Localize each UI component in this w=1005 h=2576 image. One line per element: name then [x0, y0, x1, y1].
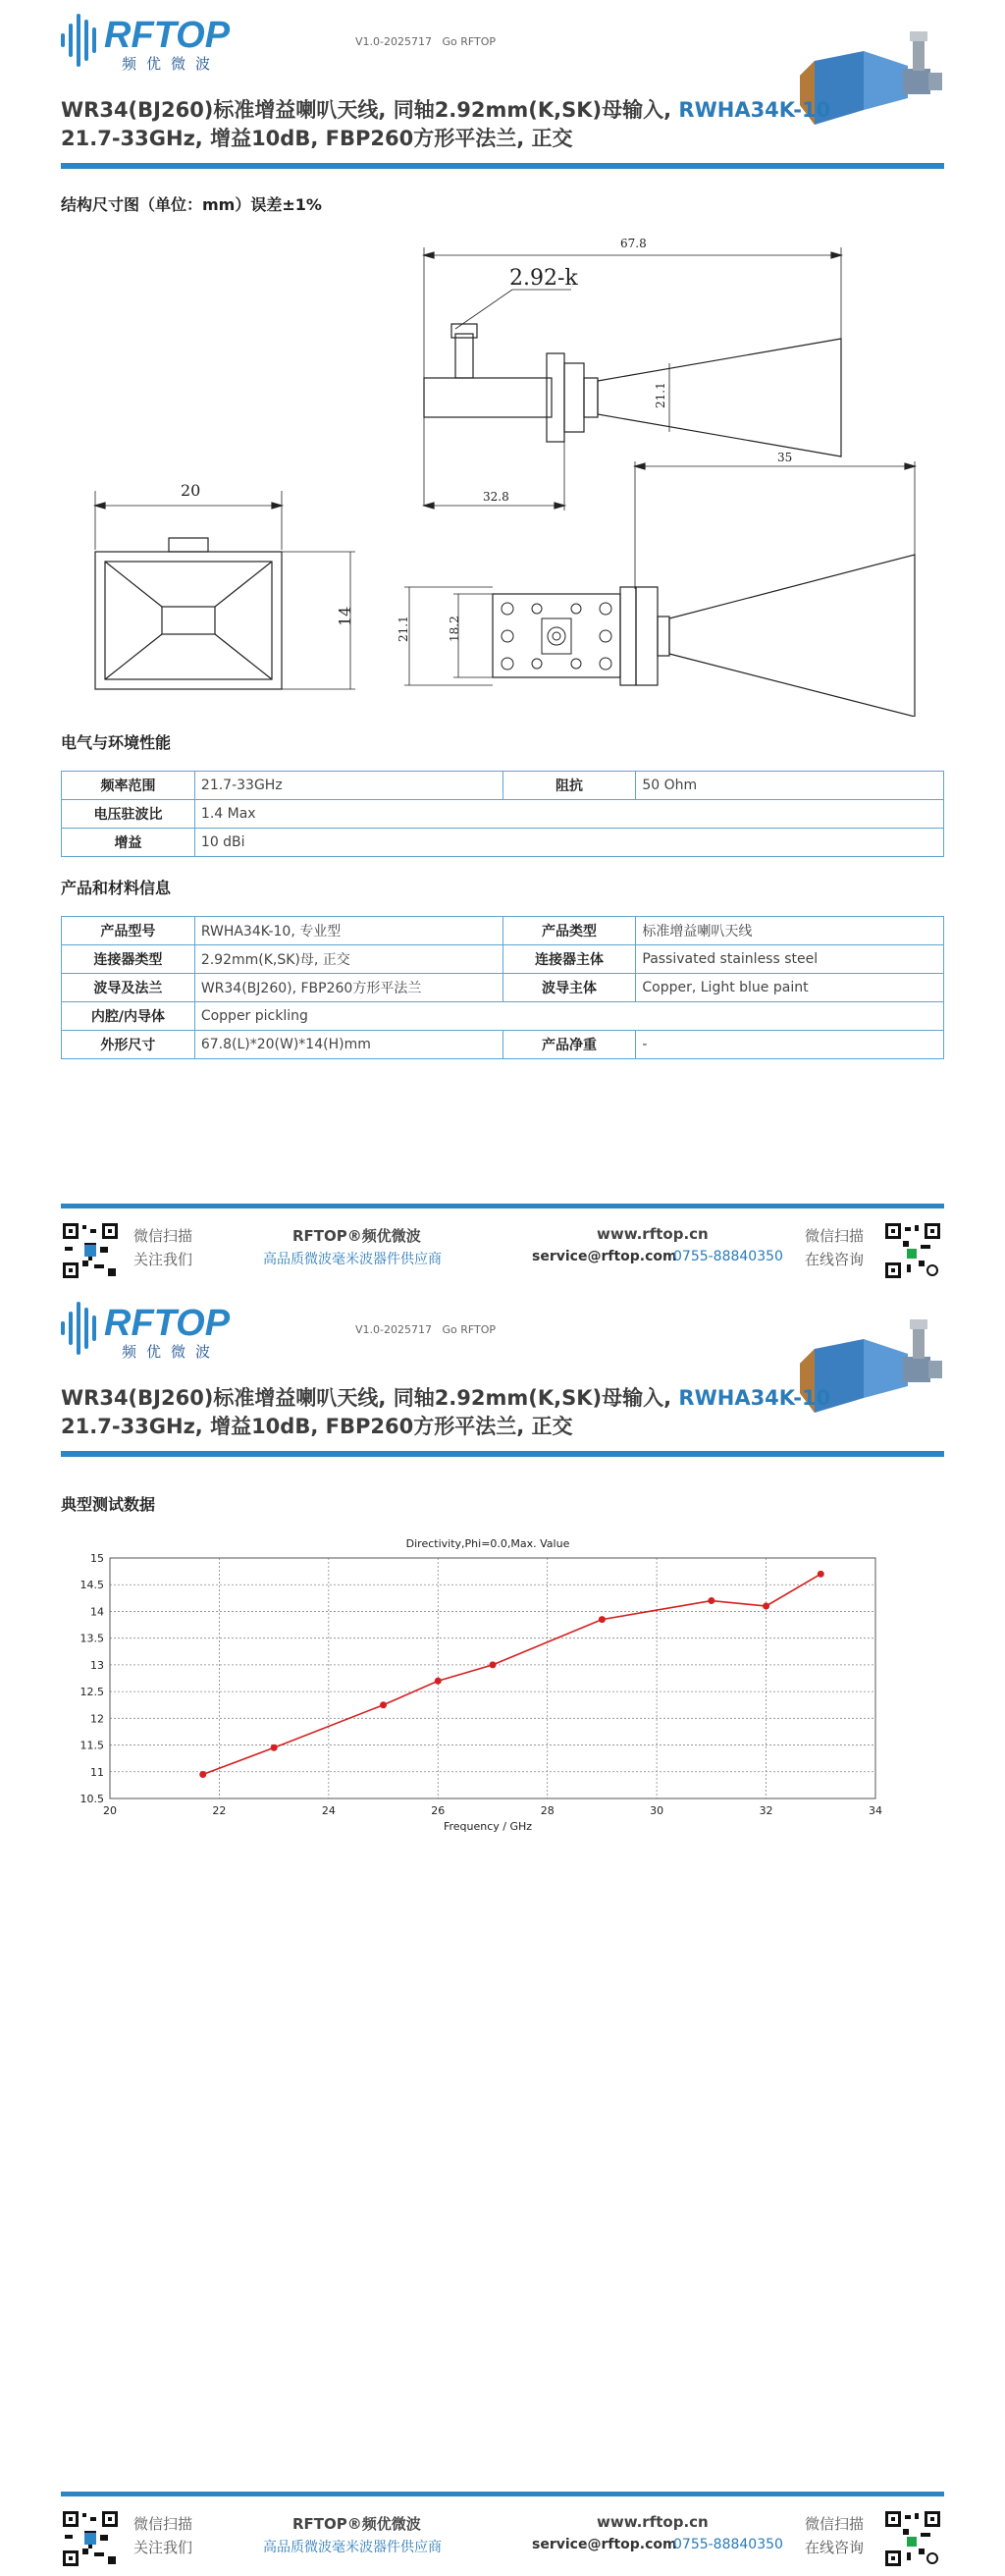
chart-data-point: [380, 1701, 387, 1708]
footer-online-consult: 在线咨询: [805, 2539, 865, 2556]
footer-company: RFTOP®频优微波: [292, 2515, 421, 2533]
chart-y-tick-label: 14.5: [79, 1579, 104, 1592]
dim-flange-h: 21.1: [397, 616, 410, 642]
footer-divider: [61, 1204, 944, 1208]
chart-data-point: [599, 1616, 606, 1623]
table-label: 外形尺寸: [62, 1031, 195, 1059]
chart-title: Directivity,Phi=0.0,Max. Value: [405, 1537, 570, 1550]
chart-data-point: [818, 1571, 824, 1578]
dim-connector-offset: 32.8: [483, 490, 509, 504]
dim-flange-inner: 18.2: [448, 616, 461, 642]
chart-data-point: [199, 1771, 206, 1778]
chart-y-tick-label: 14: [90, 1605, 104, 1619]
footer-wechat-scan: 微信扫描: [133, 2515, 193, 2533]
chart-series-line: [203, 1574, 821, 1774]
table-label: 电压驻波比: [62, 800, 195, 829]
table-value: Passivated stainless steel: [636, 945, 944, 974]
footer-email[interactable]: service@rftop.com: [532, 2537, 677, 2552]
table-value: 21.7-33GHz: [194, 772, 502, 800]
logo-chinese-name: 频优微波: [122, 55, 221, 73]
svg-text:RFTOP: RFTOP: [104, 1303, 231, 1344]
chart-x-tick-label: 32: [759, 1804, 773, 1817]
product-title-line1: WR34(BJ260)标准增益喇叭天线, 同轴2.92mm(K,SK)母输入, RWHA34K-10: [61, 1386, 831, 1410]
svg-text:RFTOP: RFTOP: [104, 15, 231, 56]
footer-phone[interactable]: 0755-88840350: [673, 1249, 783, 1264]
dimension-drawing: [61, 226, 944, 717]
chart-y-tick-label: 11.5: [79, 1739, 104, 1752]
chart-y-tick-label: 12.5: [79, 1686, 104, 1699]
table-row: [62, 800, 944, 829]
material-table: [61, 916, 944, 1059]
table-value: 标准增益喇叭天线: [636, 917, 944, 945]
chart-x-tick-label: 28: [540, 1804, 555, 1817]
table-value: 10 dBi: [194, 829, 943, 857]
table-label: 波导主体: [502, 974, 636, 1002]
chart-plot-frame: [110, 1558, 875, 1798]
table-label: 产品类型: [502, 917, 636, 945]
dim-horn-length: 35: [777, 451, 793, 464]
table-row: [62, 1031, 944, 1059]
product-title-line2: 21.7-33GHz, 增益10dB, FBP260方形平法兰, 正交: [61, 1415, 573, 1438]
chart-data-point: [708, 1597, 714, 1604]
table-label: 阻抗: [502, 772, 636, 800]
electrical-section-title: 电气与环境性能: [61, 733, 172, 752]
table-label: 产品净重: [502, 1031, 636, 1059]
footer-wechat-scan: 微信扫描: [133, 1227, 193, 1245]
chart-x-axis-label: Frequency / GHz: [443, 1820, 533, 1833]
chart-x-tick-label: 20: [103, 1804, 117, 1817]
footer-follow-us: 关注我们: [133, 1251, 193, 1268]
footer-wechat-scan-2: 微信扫描: [805, 2515, 865, 2533]
qr-code-icon[interactable]: [883, 1221, 942, 1280]
chart-y-tick-label: 13: [90, 1658, 104, 1672]
table-label: 连接器主体: [502, 945, 636, 974]
chart-data-point: [271, 1744, 278, 1751]
drawing-section-title: 结构尺寸图（单位：mm）误差±1%: [61, 195, 322, 214]
footer-divider: [61, 2492, 944, 2496]
table-row: [62, 829, 944, 857]
dim-overall-length: 67.8: [620, 237, 647, 250]
table-label: 内腔/内导体: [62, 1002, 195, 1031]
footer-email[interactable]: service@rftop.com: [532, 1249, 677, 1264]
chart-x-tick-label: 34: [869, 1804, 882, 1817]
table-label: 波导及法兰: [62, 974, 195, 1002]
version-label: V1.0-2025717 Go RFTOP: [355, 1323, 497, 1336]
header-divider: [61, 1451, 944, 1457]
page-2: [0, 1288, 1005, 2576]
table-row: [62, 772, 944, 800]
table-value: 50 Ohm: [636, 772, 944, 800]
electrical-table: [61, 771, 944, 857]
directivity-chart: [61, 1533, 895, 1848]
footer-company: RFTOP®频优微波: [292, 1227, 421, 1245]
logo-chinese-name: 频优微波: [122, 1343, 221, 1361]
chart-y-tick-label: 13.5: [79, 1632, 104, 1645]
qr-code-icon[interactable]: [883, 2509, 942, 2568]
chart-x-tick-label: 30: [650, 1804, 664, 1817]
product-title-line1: WR34(BJ260)标准增益喇叭天线, 同轴2.92mm(K,SK)母输入, RWHA34K-10: [61, 98, 831, 122]
chart-data-point: [490, 1661, 497, 1668]
chart-data-point: [763, 1603, 769, 1610]
dim-width: 20: [181, 481, 201, 500]
table-value: Copper, Light blue paint: [636, 974, 944, 1002]
footer-online-consult: 在线咨询: [805, 1251, 865, 1268]
footer-slogan: 高品质微波毫米波器件供应商: [263, 1252, 442, 1267]
version-label: V1.0-2025717 Go RFTOP: [355, 35, 497, 48]
footer-slogan: 高品质微波毫米波器件供应商: [263, 2540, 442, 2555]
qr-code-icon[interactable]: [61, 1221, 120, 1280]
test-data-section-title: 典型测试数据: [61, 1495, 156, 1514]
footer-phone[interactable]: 0755-88840350: [673, 2537, 783, 2552]
table-value: 1.4 Max: [194, 800, 943, 829]
footer-follow-us: 关注我们: [133, 2539, 193, 2556]
chart-y-tick-label: 15: [90, 1552, 104, 1565]
chart-y-tick-label: 10.5: [79, 1793, 104, 1805]
material-section-title: 产品和材料信息: [61, 879, 172, 897]
qr-code-icon[interactable]: [61, 2509, 120, 2568]
table-label: 增益: [62, 829, 195, 857]
table-value: RWHA34K-10, 专业型: [194, 917, 502, 945]
dim-flange-height: 21.1: [654, 382, 667, 408]
table-row: [62, 917, 944, 945]
table-label: 频率范围: [62, 772, 195, 800]
dim-height: 14: [336, 606, 354, 626]
table-value: WR34(BJ260), FBP260方形平法兰: [194, 974, 502, 1002]
table-value: 67.8(L)*20(W)*14(H)mm: [194, 1031, 502, 1059]
chart-y-tick-label: 11: [90, 1765, 104, 1779]
product-title-line2: 21.7-33GHz, 增益10dB, FBP260方形平法兰, 正交: [61, 127, 573, 150]
chart-x-tick-label: 22: [212, 1804, 227, 1817]
chart-data-point: [435, 1678, 442, 1685]
table-label: 连接器类型: [62, 945, 195, 974]
table-label: 产品型号: [62, 917, 195, 945]
table-row: [62, 1002, 944, 1031]
table-row: [62, 974, 944, 1002]
chart-y-tick-label: 12: [90, 1712, 104, 1726]
chart-x-tick-label: 24: [321, 1804, 336, 1817]
header-divider: [61, 163, 944, 169]
table-value: 2.92mm(K,SK)母, 正交: [194, 945, 502, 974]
table-row: [62, 945, 944, 974]
table-value: Copper pickling: [194, 1002, 943, 1031]
footer-wechat-scan-2: 微信扫描: [805, 1227, 865, 1245]
dim-connector: 2.92-k: [509, 266, 578, 291]
footer-website[interactable]: www.rftop.cn: [597, 1225, 709, 1243]
footer-website[interactable]: www.rftop.cn: [597, 2513, 709, 2531]
table-value: -: [636, 1031, 944, 1059]
chart-x-tick-label: 26: [431, 1804, 446, 1817]
